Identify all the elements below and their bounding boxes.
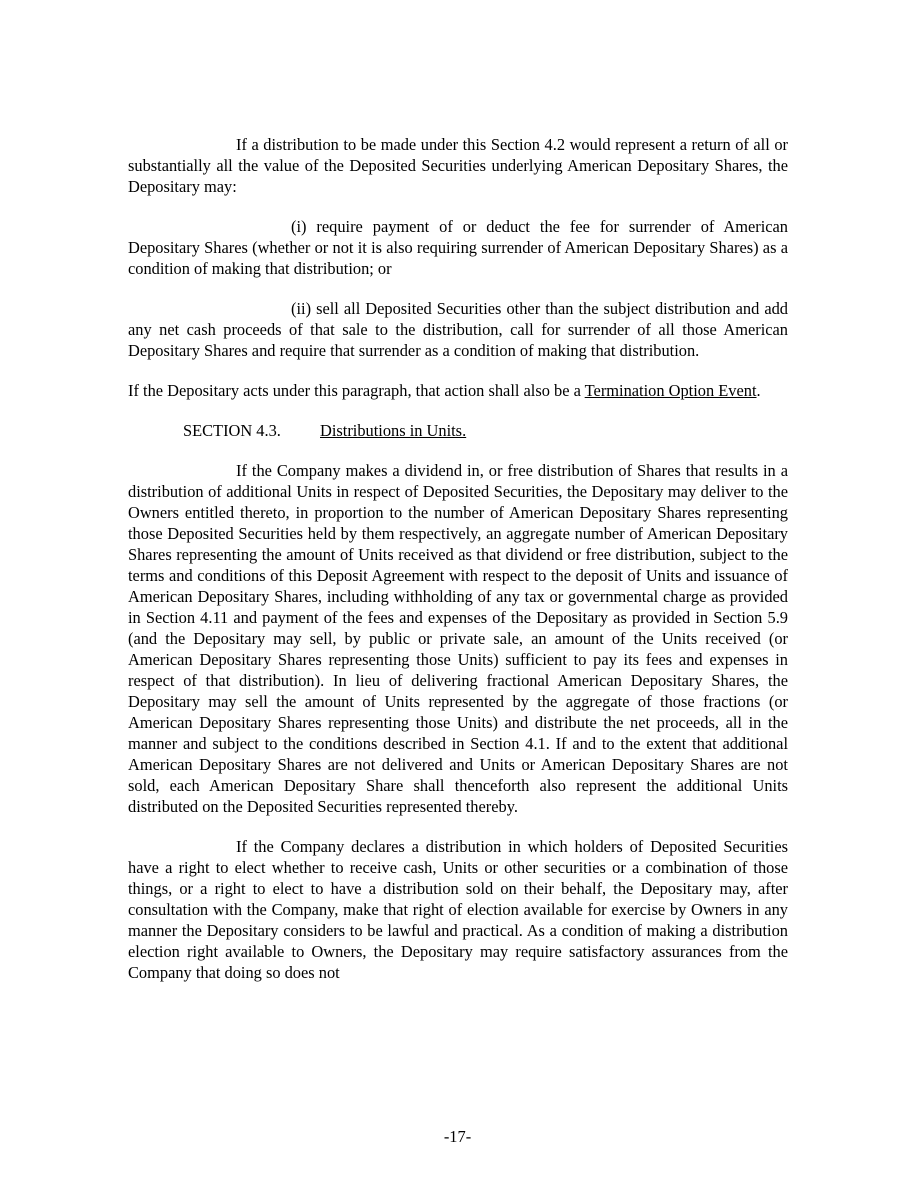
paragraph-item-ii: (ii) sell all Deposited Securities other than the subject distribution and add any net cash proceeds of that sale to the distribution, call for surrender of all those American Depositary Shares and require that surrender as a condition of making that distribution. bbox=[128, 299, 788, 360]
paragraph-item-i: (i) require payment of or deduct the fee for surrender of American Depositary Shares (whether or not it is also requiring surrender of American Depositary Shares) as a condition of making that distribution; or bbox=[128, 217, 788, 278]
section-heading bbox=[128, 420, 788, 441]
document-body bbox=[128, 134, 788, 1002]
termination-text-prefix: If the Depositary acts under this paragraph, that action shall also be a bbox=[128, 381, 585, 400]
termination-text-suffix: . bbox=[756, 381, 761, 400]
paragraph-termination-option bbox=[128, 380, 788, 401]
paragraph-distribution-election: If the Company declares a distribution in which holders of Deposited Securities have a right to elect whether to receive cash, Units or other securities or a combination of those things, or a right to elect to have a distribution sold on their behalf, the Depositary may, after consultation with the Company, make that right of election available for exercise by Owners in any manner the Depositary considers to be lawful and practical. As a condition of making a distribution election right available to Owners, the Depositary may require satisfactory assurances from the Company that doing so does not bbox=[128, 837, 788, 982]
section-title: Distributions in Units. bbox=[320, 421, 467, 440]
section-number: SECTION 4.3. bbox=[183, 421, 281, 440]
paragraph-distributions-in-units: If the Company makes a dividend in, or free distribution of Shares that results in a distribution of additional Units in respect of Deposited Securities, the Depositary may deliver to the Owners entitled thereto, in proportion to the number of American Depositary Shares representing those Deposited Securities held by them respectively, an aggregate number of American Depositary Shares representing the amount of Units received as that dividend or free distribution, subject to the terms and conditions of this Deposit Agreement with respect to the deposit of Units and issuance of American Depositary Shares, including withholding of any tax or governmental charge as provided in Section 4.11 and payment of the fees and expenses of the Depositary as provided in Section 5.9 (and the Depositary may sell, by public or private sale, an amount of the Units received (or American Depositary Shares representing those Units) sufficient to pay its fees and expenses in respect of that distribution). In lieu of delivering fractional American Depositary Shares, the Depositary may sell the amount of Units represented by the aggregate of those fractions (or American Depositary Shares representing those Units) and distribute the net proceeds, all in the manner and subject to the conditions described in Section 4.1. If and to the extent that additional American Depositary Shares are not delivered and Units or American Depositary Shares are not sold, each American Depositary Share shall thenceforth also represent the additional Units distributed on the Deposited Securities represented thereby. bbox=[128, 461, 788, 816]
paragraph-return-of-value: If a distribution to be made under this Section 4.2 would represent a return of all or substantially all the value of the Deposited Securities underlying American Depositary Shares, the Depositary may: bbox=[128, 135, 788, 196]
termination-option-event-term: Termination Option Event bbox=[584, 381, 757, 400]
page-number: -17- bbox=[443, 1127, 472, 1146]
